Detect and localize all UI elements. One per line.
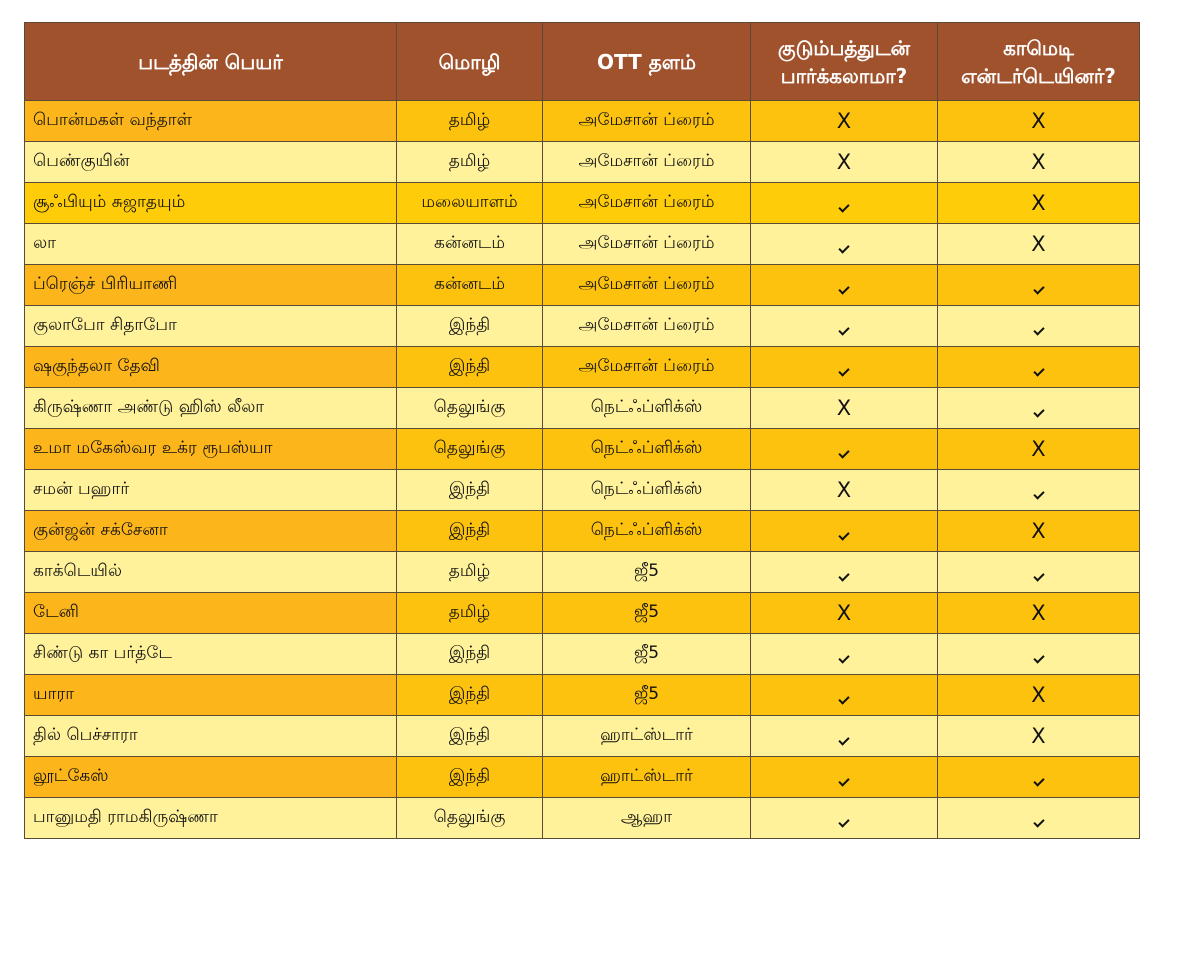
table-row <box>25 593 1140 634</box>
movie-name-cell: பானுமதி ராமகிருஷ்ணா <box>25 798 397 839</box>
check-mark-icon <box>838 283 849 294</box>
language-cell: தெலுங்கு <box>397 798 543 839</box>
family-friendly-cell <box>751 265 938 306</box>
cross-mark-icon: X <box>1031 150 1046 174</box>
language-cell: கன்னடம் <box>397 224 543 265</box>
comedy-entertainer-cell <box>938 634 1140 675</box>
ott-movies-table <box>24 22 1140 839</box>
language-cell: தெலுங்கு <box>397 388 543 429</box>
movie-name-cell: யாரா <box>25 675 397 716</box>
table-row <box>25 757 1140 798</box>
comedy-entertainer-cell <box>938 757 1140 798</box>
comedy-entertainer-cell <box>938 593 1140 634</box>
cross-mark-icon: X <box>836 601 852 625</box>
header-family-friendly: குடும்பத்துடன் பார்க்கலாமா? <box>751 23 938 101</box>
check-mark-icon <box>838 652 849 663</box>
movie-name-cell: லா <box>25 224 397 265</box>
family-friendly-cell <box>751 716 938 757</box>
table-row <box>25 224 1140 265</box>
movie-name-cell: சமன் பஹார் <box>25 470 397 511</box>
check-mark-icon <box>838 693 849 704</box>
ott-platform-cell: அமேசான் ப்ரைம் <box>543 101 751 142</box>
header-language: மொழி <box>397 23 543 101</box>
cross-mark-icon: X <box>1031 232 1046 256</box>
ott-platform-cell: அமேசான் ப்ரைம் <box>543 183 751 224</box>
cross-mark-icon: X <box>836 396 852 420</box>
ott-platform-cell: நெட்ஃப்ளிக்ஸ் <box>543 470 751 511</box>
cross-mark-icon: X <box>1031 191 1046 215</box>
check-mark-icon <box>838 201 849 212</box>
ott-platform-cell: ஜீ5 <box>543 634 751 675</box>
cross-mark-icon: X <box>1031 109 1046 133</box>
ott-platform-cell: அமேசான் ப்ரைம் <box>543 224 751 265</box>
movie-name-cell: ஷகுந்தலா தேவி <box>25 347 397 388</box>
check-mark-icon <box>838 447 849 458</box>
check-mark-icon <box>1033 570 1044 581</box>
language-cell: மலையாளம் <box>397 183 543 224</box>
ott-platform-cell: ஜீ5 <box>543 675 751 716</box>
comedy-entertainer-cell <box>938 265 1140 306</box>
language-cell: இந்தி <box>397 716 543 757</box>
movie-name-cell: குன்ஜன் சக்சேனா <box>25 511 397 552</box>
check-mark-icon <box>838 529 849 540</box>
table-row <box>25 634 1140 675</box>
cross-mark-icon: X <box>836 150 852 174</box>
family-friendly-cell <box>751 757 938 798</box>
check-mark-icon <box>838 242 849 253</box>
family-friendly-cell <box>751 470 938 511</box>
check-mark-icon <box>838 324 849 335</box>
comedy-entertainer-cell <box>938 142 1140 183</box>
family-friendly-cell <box>751 183 938 224</box>
family-friendly-cell <box>751 429 938 470</box>
cross-mark-icon: X <box>1031 683 1046 707</box>
language-cell: இந்தி <box>397 634 543 675</box>
ott-platform-cell: அமேசான் ப்ரைம் <box>543 265 751 306</box>
check-mark-icon <box>1033 283 1044 294</box>
comedy-entertainer-cell <box>938 224 1140 265</box>
table-header-row <box>25 23 1140 101</box>
family-friendly-cell <box>751 224 938 265</box>
ott-platform-cell: அமேசான் ப்ரைம் <box>543 347 751 388</box>
language-cell: இந்தி <box>397 347 543 388</box>
cross-mark-icon: X <box>1031 519 1046 543</box>
family-friendly-cell <box>751 593 938 634</box>
comedy-entertainer-cell <box>938 101 1140 142</box>
table-row <box>25 470 1140 511</box>
check-mark-icon <box>1033 775 1044 786</box>
table-row <box>25 552 1140 593</box>
family-friendly-cell <box>751 101 938 142</box>
ott-platform-cell: நெட்ஃப்ளிக்ஸ் <box>543 429 751 470</box>
table-row <box>25 511 1140 552</box>
movie-name-cell: பெண்குயின் <box>25 142 397 183</box>
check-mark-icon <box>838 570 849 581</box>
table-row <box>25 675 1140 716</box>
movie-name-cell: பொன்மகள் வந்தாள் <box>25 101 397 142</box>
family-friendly-cell <box>751 347 938 388</box>
language-cell: கன்னடம் <box>397 265 543 306</box>
language-cell: இந்தி <box>397 306 543 347</box>
language-cell: இந்தி <box>397 757 543 798</box>
cross-mark-icon: X <box>1031 724 1046 748</box>
table-body <box>25 101 1140 839</box>
ott-platform-cell: ஆஹா <box>543 798 751 839</box>
comedy-entertainer-cell <box>938 470 1140 511</box>
comedy-entertainer-cell <box>938 552 1140 593</box>
table-row <box>25 265 1140 306</box>
language-cell: தெலுங்கு <box>397 429 543 470</box>
header-ott-platform: OTT தளம் <box>543 23 751 101</box>
table-row <box>25 142 1140 183</box>
ott-platform-cell: அமேசான் ப்ரைம் <box>543 306 751 347</box>
check-mark-icon <box>1033 324 1044 335</box>
family-friendly-cell <box>751 142 938 183</box>
movie-name-cell: சூஃபியும் சுஜாதயும் <box>25 183 397 224</box>
comedy-entertainer-cell <box>938 388 1140 429</box>
comedy-entertainer-cell <box>938 306 1140 347</box>
check-mark-icon <box>1033 652 1044 663</box>
ott-platform-cell: நெட்ஃப்ளிக்ஸ் <box>543 511 751 552</box>
comedy-entertainer-cell <box>938 511 1140 552</box>
check-mark-icon <box>838 365 849 376</box>
ott-platform-cell: ஹாட்ஸ்டார் <box>543 757 751 798</box>
comedy-entertainer-cell <box>938 716 1140 757</box>
table-row <box>25 183 1140 224</box>
movie-name-cell: காக்டெயில் <box>25 552 397 593</box>
movie-name-cell: லூட்கேஸ் <box>25 757 397 798</box>
movie-name-cell: டேனி <box>25 593 397 634</box>
cross-mark-icon: X <box>1031 437 1046 461</box>
comedy-entertainer-cell <box>938 183 1140 224</box>
table-row <box>25 429 1140 470</box>
cross-mark-icon: X <box>836 109 852 133</box>
language-cell: தமிழ் <box>397 593 543 634</box>
check-mark-icon <box>838 775 849 786</box>
language-cell: தமிழ் <box>397 552 543 593</box>
cross-mark-icon: X <box>836 478 852 502</box>
movie-name-cell: தில் பெச்சாரா <box>25 716 397 757</box>
table-row <box>25 388 1140 429</box>
header-comedy-entertainer: காமெடி என்டர்டெயினர்? <box>938 23 1140 101</box>
movie-name-cell: சிண்டு கா பர்த்டே <box>25 634 397 675</box>
ott-platform-cell: நெட்ஃப்ளிக்ஸ் <box>543 388 751 429</box>
movie-name-cell: குலாபோ சிதாபோ <box>25 306 397 347</box>
comedy-entertainer-cell <box>938 429 1140 470</box>
comedy-entertainer-cell <box>938 347 1140 388</box>
language-cell: தமிழ் <box>397 142 543 183</box>
movie-name-cell: கிருஷ்ணா அண்டு ஹிஸ் லீலா <box>25 388 397 429</box>
ott-platform-cell: ஜீ5 <box>543 552 751 593</box>
language-cell: இந்தி <box>397 470 543 511</box>
table-row <box>25 716 1140 757</box>
family-friendly-cell <box>751 388 938 429</box>
check-mark-icon <box>838 734 849 745</box>
movie-name-cell: ப்ரெஞ்ச் பிரியாணி <box>25 265 397 306</box>
family-friendly-cell <box>751 675 938 716</box>
family-friendly-cell <box>751 306 938 347</box>
ott-platform-cell: அமேசான் ப்ரைம் <box>543 142 751 183</box>
family-friendly-cell <box>751 798 938 839</box>
family-friendly-cell <box>751 552 938 593</box>
cross-mark-icon: X <box>1031 601 1046 625</box>
movie-name-cell: உமா மகேஸ்வர உக்ர ரூபஸ்யா <box>25 429 397 470</box>
comedy-entertainer-cell <box>938 798 1140 839</box>
check-mark-icon <box>1033 816 1044 827</box>
header-movie-name: படத்தின் பெயர் <box>25 23 397 101</box>
ott-platform-cell: ஹாட்ஸ்டார் <box>543 716 751 757</box>
language-cell: இந்தி <box>397 511 543 552</box>
check-mark-icon <box>838 816 849 827</box>
language-cell: இந்தி <box>397 675 543 716</box>
check-mark-icon <box>1033 365 1044 376</box>
ott-platform-cell: ஜீ5 <box>543 593 751 634</box>
comedy-entertainer-cell <box>938 675 1140 716</box>
check-mark-icon <box>1033 406 1044 417</box>
table-row <box>25 798 1140 839</box>
language-cell: தமிழ் <box>397 101 543 142</box>
family-friendly-cell <box>751 511 938 552</box>
table-row <box>25 306 1140 347</box>
family-friendly-cell <box>751 634 938 675</box>
check-mark-icon <box>1033 488 1044 499</box>
table-row <box>25 347 1140 388</box>
table-row <box>25 101 1140 142</box>
